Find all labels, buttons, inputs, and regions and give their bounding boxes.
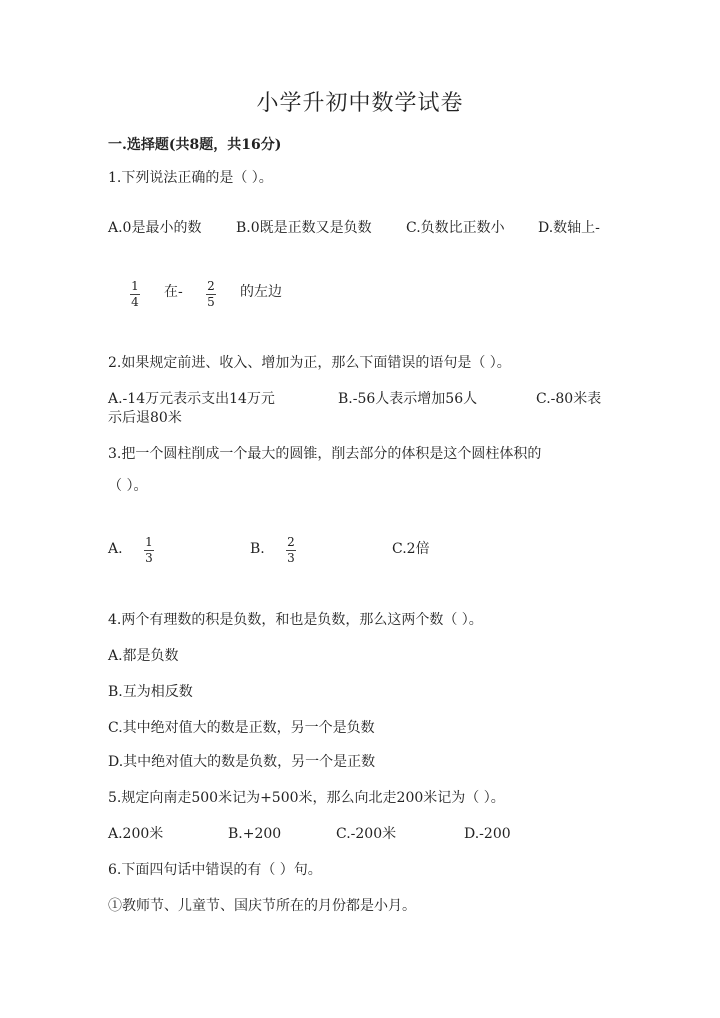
question-3-option-b-label: B. <box>250 541 265 557</box>
fraction-denominator: 5 <box>207 295 215 309</box>
question-2-option-c-continued: 示后退80米 <box>108 410 182 426</box>
question-1-option-d: D.数轴上- <box>538 220 600 236</box>
fraction-denominator: 3 <box>145 551 153 565</box>
fraction-numerator: 2 <box>207 279 215 293</box>
fraction-denominator: 3 <box>287 551 295 565</box>
question-2-option-b: B.-56人表示增加56人 <box>338 391 478 407</box>
question-6-stem: 6.下面四句话中错误的有（ ）句。 <box>108 862 322 878</box>
question-1-option-d-middle: 在- <box>164 284 183 300</box>
question-3-option-c: C.2倍 <box>392 541 430 557</box>
question-3-stem: 3.把一个圆柱削成一个最大的圆锥，削去部分的体积是这个圆柱体积的 <box>108 446 542 462</box>
question-1-option-d-end: 的左边 <box>240 284 282 300</box>
question-5-option-c: C.-200米 <box>336 826 397 842</box>
question-5-stem: 5.规定向南走500米记为+500米，那么向北走200米记为（ ）。 <box>108 790 505 806</box>
fraction-numerator: 2 <box>287 535 295 549</box>
question-4-option-c: C.其中绝对值大的数是正数，另一个是负数 <box>108 720 375 736</box>
question-5-option-a: A.200米 <box>108 826 164 842</box>
question-5-option-b: B.+200 <box>228 826 282 842</box>
question-4-stem: 4.两个有理数的积是负数，和也是负数，那么这两个数（ ）。 <box>108 612 483 628</box>
question-3-option-a-fraction <box>144 536 154 565</box>
question-3-option-a-label: A. <box>108 541 123 557</box>
question-3-stem-continued: （ ）。 <box>108 478 148 494</box>
question-5-option-d: D.-200 <box>464 826 511 842</box>
question-3-option-b-fraction <box>286 536 296 565</box>
question-1-fraction-1 <box>130 280 140 309</box>
question-4-option-d: D.其中绝对值大的数是负数，另一个是正数 <box>108 754 376 770</box>
question-4-option-b: B.互为相反数 <box>108 684 193 700</box>
page-title: 小学升初中数学试卷 <box>256 91 464 116</box>
question-2-option-c: C.-80米表 <box>536 391 602 407</box>
question-1-option-b: B.0既是正数又是负数 <box>236 220 372 236</box>
question-4-option-a: A.都是负数 <box>108 648 179 664</box>
question-2-option-a: A.-14万元表示支出14万元 <box>108 391 275 407</box>
question-6-statement-1: ①教师节、儿童节、国庆节所在的月份都是小月。 <box>108 898 416 914</box>
fraction-numerator: 1 <box>131 279 139 293</box>
question-2-stem: 2.如果规定前进、收入、增加为正，那么下面错误的语句是（ ）。 <box>108 355 511 371</box>
question-1-option-a: A.0是最小的数 <box>108 220 202 236</box>
question-1-stem: 1.下列说法正确的是（ ）。 <box>108 170 273 186</box>
fraction-denominator: 4 <box>131 295 139 309</box>
question-1-option-c: C.负数比正数小 <box>406 220 505 236</box>
fraction-numerator: 1 <box>145 535 153 549</box>
section-heading: 一.选择题(共8题，共16分) <box>108 137 282 153</box>
question-1-fraction-2 <box>206 280 216 309</box>
